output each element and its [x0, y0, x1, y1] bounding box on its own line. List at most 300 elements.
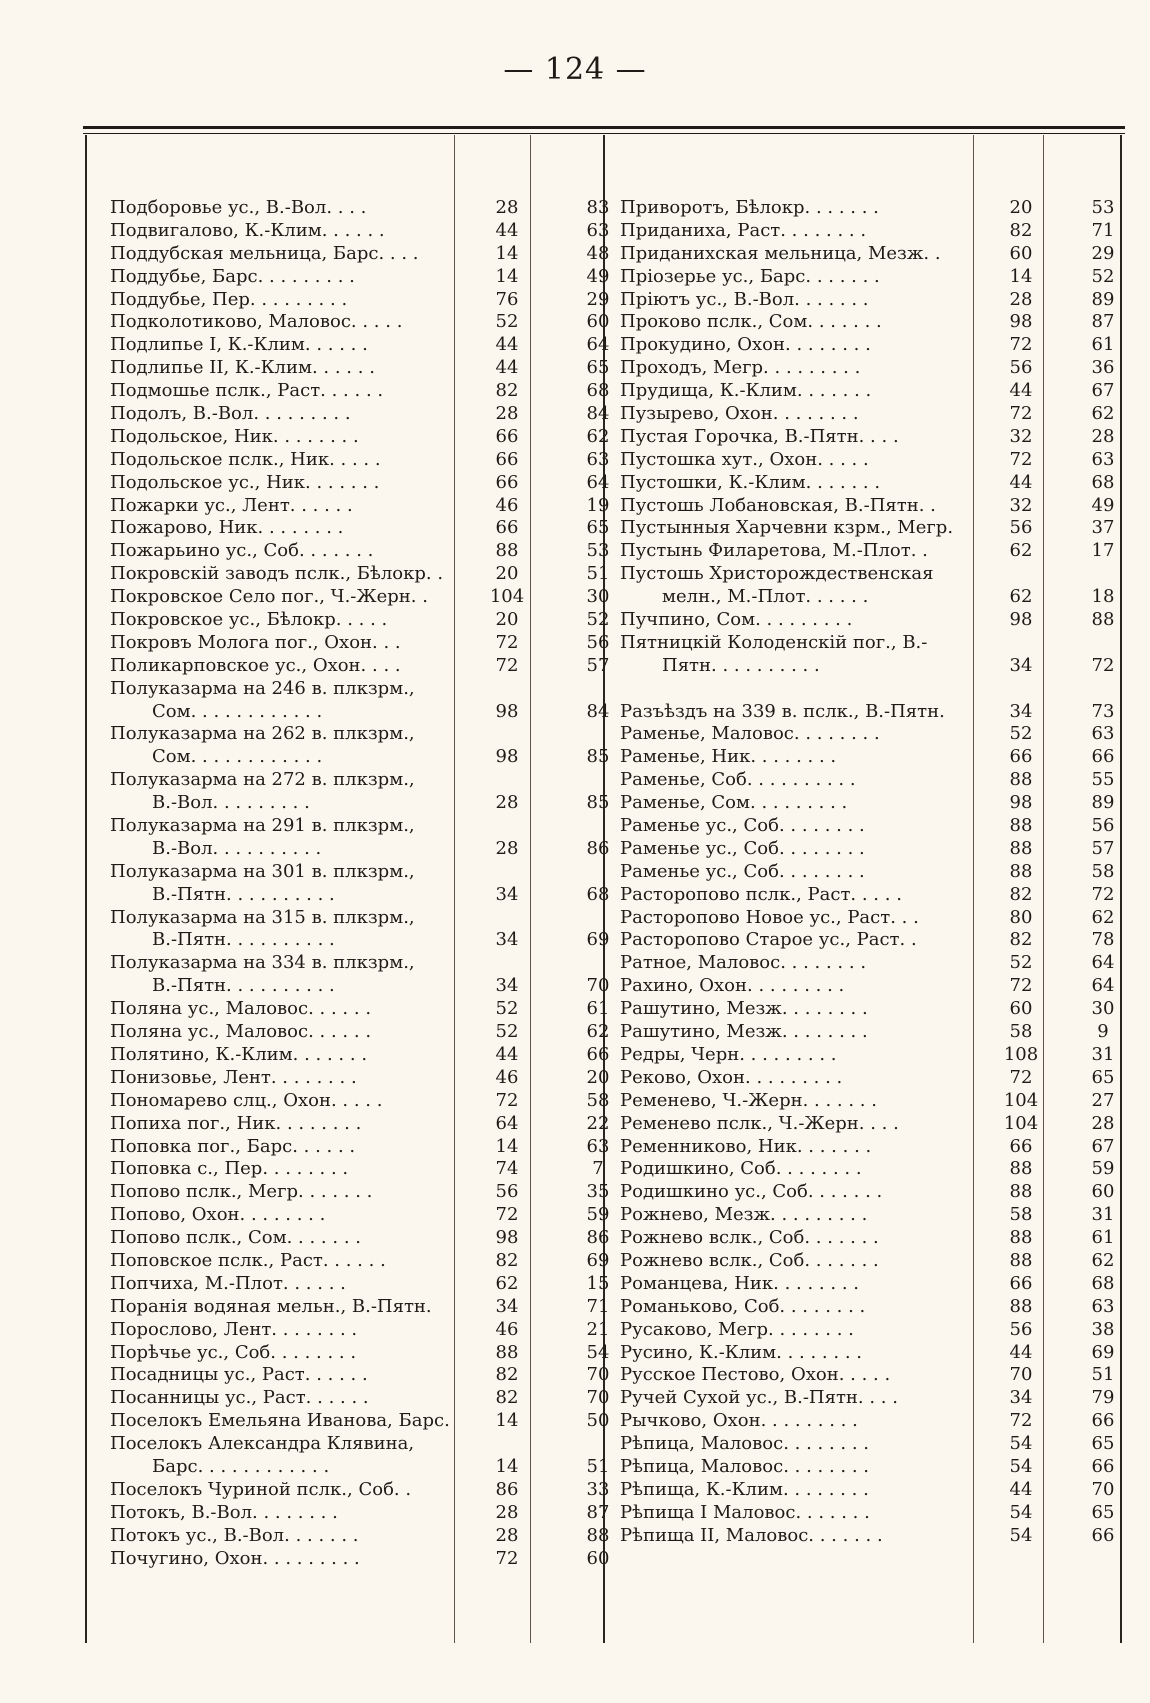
index-entry-row	[110, 723, 634, 746]
index-entry-row	[110, 586, 634, 609]
entry-number-2: 51	[1091, 1364, 1115, 1386]
entry-number-1: 28	[495, 1524, 519, 1546]
entry-number-2: 60	[586, 1547, 610, 1569]
index-entry-row	[620, 403, 1139, 426]
entry-number-1: 66	[1009, 1135, 1033, 1157]
index-entry-row	[110, 1502, 634, 1525]
entry-number-1: 82	[495, 1249, 519, 1271]
index-entry-row	[110, 1410, 634, 1433]
index-entry-row	[620, 197, 1139, 220]
column-divider	[85, 135, 87, 1643]
entry-number-1: 28	[495, 792, 519, 814]
entry-number-2: 70	[586, 975, 610, 997]
index-entry-row	[110, 1479, 634, 1502]
entry-name: Раменье, Маловос. . . . . . . .	[620, 723, 880, 745]
entry-name: Полуказарма на 262 в. плкзрм.,	[110, 723, 415, 745]
index-entry-row	[620, 1342, 1139, 1365]
index-entry-row	[110, 701, 634, 724]
entry-name: Подольское пслк., Ник. . . . .	[110, 448, 381, 470]
entry-number-1: 14	[495, 265, 519, 287]
entry-number-2: 15	[586, 1272, 610, 1294]
entry-number-1: 98	[495, 1227, 519, 1249]
index-entry-row	[110, 952, 634, 975]
entry-number-1: 72	[1009, 1410, 1033, 1432]
entry-number-2: 87	[586, 1501, 610, 1523]
entry-number-2: 86	[586, 837, 610, 859]
index-entry-row	[110, 220, 634, 243]
entry-number-1: 54	[1009, 1455, 1033, 1477]
entry-name: Русаково, Мегр. . . . . . . .	[620, 1318, 854, 1340]
entry-name: Рожнево, Мезж. . . . . . . . .	[620, 1204, 868, 1226]
entry-number-2: 59	[1091, 1158, 1115, 1180]
entry-number-1: 88	[495, 540, 519, 562]
entry-name: Посанницы ус., Раст. . . . . .	[110, 1387, 369, 1409]
entry-number-1: 88	[1009, 769, 1033, 791]
entry-number-1: 88	[1009, 1181, 1033, 1203]
top-rule-thick	[83, 126, 1125, 129]
entry-number-1: 62	[1009, 540, 1033, 562]
index-entry-row	[110, 975, 634, 998]
entry-number-1: 28	[495, 1501, 519, 1523]
entry-number-2: 29	[586, 288, 610, 310]
entry-number-2: 49	[1091, 494, 1115, 516]
entry-name: Попово пслк., Мегр. . . . . . .	[110, 1181, 373, 1203]
entry-name: Раменье, Ник. . . . . . . .	[620, 746, 837, 768]
index-entry-row	[620, 334, 1139, 357]
index-entry-row	[110, 197, 634, 220]
entry-number-2: 59	[586, 1204, 610, 1226]
index-entry-row	[110, 1387, 634, 1410]
index-entry-row	[620, 998, 1139, 1021]
entry-number-1: 20	[1009, 196, 1033, 218]
entry-number-2: 68	[1091, 471, 1115, 493]
entry-number-2: 60	[1091, 1181, 1115, 1203]
entry-number-2: 35	[586, 1181, 610, 1203]
entry-name: Пустошки, К.-Клим. . . . . . .	[620, 471, 881, 493]
entry-number-2: 70	[586, 1364, 610, 1386]
entry-name: Полуказарма на 301 в. плкзрм.,	[110, 860, 415, 882]
entry-name: В.-Пятн. . . . . . . . . .	[152, 883, 335, 905]
entry-name: Рашутино, Мезж. . . . . . . .	[620, 998, 868, 1020]
entry-number-1: 72	[1009, 334, 1033, 356]
entry-name: Рожнево вслк., Соб. . . . . . .	[620, 1227, 879, 1249]
entry-name: Подвигалово, К.-Клим. . . . . .	[110, 219, 385, 241]
index-entry-row	[110, 1044, 634, 1067]
entry-number-1: 34	[495, 929, 519, 951]
entry-number-2: 63	[1091, 723, 1115, 745]
entry-name: Подольское ус., Ник. . . . . . .	[110, 471, 380, 493]
entry-number-2: 28	[1091, 425, 1115, 447]
entry-number-2: 69	[586, 1249, 610, 1271]
index-entry-row	[620, 1021, 1139, 1044]
entry-number-2: 56	[586, 631, 610, 653]
entry-name: Полуказарма на 291 в. плкзрм.,	[110, 815, 415, 837]
entry-name: Порѣчье ус., Соб. . . . . . . .	[110, 1341, 357, 1363]
entry-number-2: 79	[1091, 1387, 1115, 1409]
index-entry-row	[620, 1387, 1139, 1410]
entry-name: Понизовье, Лент. . . . . . . .	[110, 1066, 357, 1088]
entry-number-1: 28	[495, 196, 519, 218]
entry-number-2: 33	[586, 1478, 610, 1500]
index-entry-row	[620, 746, 1139, 769]
entry-name: Ременниково, Ник. . . . . . .	[620, 1135, 872, 1157]
entry-name: Барс. . . . . . . . . . . .	[152, 1455, 330, 1477]
index-entry-row	[620, 1456, 1139, 1479]
index-entry-row	[110, 426, 634, 449]
entry-name: Приданихская мельница, Мезж. .	[620, 242, 941, 264]
entry-name: Поселокъ Емельяна Иванова, Барс.	[110, 1410, 450, 1432]
entry-number-2: 51	[586, 563, 610, 585]
index-entry-row	[620, 1227, 1139, 1250]
entry-name: Рашутино, Мезж. . . . . . . .	[620, 1021, 868, 1043]
entry-number-2: 68	[586, 883, 610, 905]
entry-name: Рѣпица, Маловос. . . . . . . .	[620, 1455, 870, 1477]
entry-name: Пустошь Лобановская, В.-Пятн. .	[620, 494, 936, 516]
entry-number-1: 52	[1009, 723, 1033, 745]
index-entry-row	[620, 838, 1139, 861]
entry-number-1: 104	[489, 586, 525, 608]
entry-name: Пузырево, Охон. . . . . . . .	[620, 403, 859, 424]
entry-number-2: 62	[1091, 403, 1115, 424]
entry-name: Пучпино, Сом. . . . . . . . .	[620, 609, 853, 631]
entry-number-1: 88	[1009, 860, 1033, 882]
entry-name: Прудища, К.-Клим. . . . . . .	[620, 380, 872, 402]
entry-name: Потокъ ус., В.-Вол. . . . . . .	[110, 1524, 359, 1546]
index-entry-row	[110, 1136, 634, 1159]
index-entry-row	[620, 1090, 1139, 1113]
index-entry-row	[620, 1273, 1139, 1296]
entry-name: Покровъ Молога пог., Охон. . .	[110, 631, 401, 653]
entry-name: Проходъ, Мегр. . . . . . . . .	[620, 357, 861, 379]
entry-number-2: 85	[586, 792, 610, 814]
index-entry-row	[620, 266, 1139, 289]
page-number: — 124 —	[503, 52, 647, 87]
index-entry-row	[620, 1204, 1139, 1227]
entry-number-1: 64	[495, 1112, 519, 1134]
index-entry-row	[110, 403, 634, 426]
index-entry-row	[620, 357, 1139, 380]
index-entry-row	[620, 632, 1139, 655]
entry-number-2: 65	[586, 517, 610, 539]
entry-name: Пустая Горочка, В.-Пятн. . . .	[620, 425, 899, 447]
entry-number-2: 65	[1091, 1501, 1115, 1523]
entry-number-2: 18	[1091, 586, 1115, 608]
index-entry-row	[110, 769, 634, 792]
entry-name: Пожарьино ус., Соб. . . . . . .	[110, 540, 374, 562]
entry-name: Сом. . . . . . . . . . . .	[152, 700, 323, 722]
index-entry-row	[620, 1410, 1139, 1433]
entry-number-2: 68	[586, 380, 610, 402]
index-entry-row	[620, 907, 1139, 930]
entry-number-2: 21	[586, 1318, 610, 1340]
entry-number-2: 68	[1091, 1272, 1115, 1294]
index-entry-row	[110, 266, 634, 289]
entry-number-2: 89	[1091, 792, 1115, 814]
entry-name: Подборовье ус., В.-Вол. . . .	[110, 196, 367, 218]
entry-name: Раменье ус., Соб. . . . . . . .	[620, 815, 865, 837]
index-entry-row	[110, 243, 634, 266]
entry-number-1: 54	[1009, 1524, 1033, 1546]
index-entry-row	[620, 472, 1139, 495]
entry-number-1: 14	[495, 242, 519, 264]
entry-name: Русское Пестово, Охон. . . . .	[620, 1364, 891, 1386]
entry-number-1: 28	[1009, 288, 1033, 310]
entry-number-2: 66	[1091, 746, 1115, 768]
entry-number-2: 65	[1091, 1066, 1115, 1088]
entry-name: Попчиха, М.-Плот. . . . . .	[110, 1272, 346, 1294]
index-entry-row	[110, 1250, 634, 1273]
entry-name: Покровское Село пог., Ч.-Жерн. .	[110, 586, 428, 608]
entry-name: Посадницы ус., Раст. . . . . .	[110, 1364, 368, 1386]
entry-name: Рековo, Охон. . . . . . . . .	[620, 1066, 843, 1088]
index-entry-row	[110, 357, 634, 380]
entry-number-2: 84	[586, 403, 610, 424]
entry-number-2: 70	[586, 1387, 610, 1409]
index-entry-row	[620, 678, 1139, 701]
entry-number-2: 72	[1091, 654, 1115, 676]
entry-name: Разъѣздъ на 339 в. пслк., В.-Пятн.	[620, 700, 945, 722]
entry-name: Пріютъ ус., В.-Вол. . . . . . .	[620, 288, 869, 310]
entry-number-2: 58	[586, 1089, 610, 1111]
entry-number-1: 32	[1009, 425, 1033, 447]
index-entry-row	[620, 769, 1139, 792]
entry-number-2: 66	[1091, 1455, 1115, 1477]
index-entry-row	[620, 495, 1139, 518]
index-entry-row	[620, 815, 1139, 838]
index-entry-row	[620, 1136, 1139, 1159]
entry-number-2: 66	[586, 1043, 610, 1065]
entry-number-1: 44	[495, 219, 519, 241]
entry-number-1: 44	[1009, 471, 1033, 493]
index-entry-row	[110, 1433, 634, 1456]
entry-number-1: 104	[1003, 1112, 1039, 1134]
entry-number-1: 88	[1009, 837, 1033, 859]
entry-number-1: 66	[495, 517, 519, 539]
index-entry-row	[620, 311, 1139, 334]
entry-number-2: 53	[1091, 196, 1115, 218]
index-entry-row	[620, 380, 1139, 403]
entry-number-1: 72	[495, 1204, 519, 1226]
entry-number-2: 72	[1091, 883, 1115, 905]
entry-number-2: 61	[1091, 334, 1115, 356]
entry-number-2: 67	[1091, 1135, 1115, 1157]
index-entry-row	[110, 1181, 634, 1204]
entry-number-1: 28	[495, 837, 519, 859]
entry-name: Редры, Черн. . . . . . . . .	[620, 1043, 837, 1065]
index-entry-row	[620, 586, 1139, 609]
index-entry-row	[110, 289, 634, 312]
index-entry-row	[110, 998, 634, 1021]
index-entry-row	[620, 449, 1139, 472]
entry-name: Пятницкій Колоденскій пог., В.-	[620, 631, 928, 653]
entry-number-1: 34	[495, 883, 519, 905]
index-entry-row	[110, 1525, 634, 1548]
entry-number-1: 80	[1009, 906, 1033, 928]
entry-number-1: 14	[495, 1455, 519, 1477]
entry-number-1: 46	[495, 494, 519, 516]
entry-number-1: 88	[1009, 1295, 1033, 1317]
entry-number-1: 44	[1009, 1478, 1033, 1500]
entry-number-2: 38	[1091, 1318, 1115, 1340]
entry-number-2: 9	[1097, 1021, 1109, 1043]
entry-number-1: 66	[495, 448, 519, 470]
entry-name: Сом. . . . . . . . . . . .	[152, 746, 323, 768]
entry-name: Поповка с., Пер. . . . . . . .	[110, 1158, 349, 1180]
entry-number-2: 87	[1091, 311, 1115, 333]
entry-number-2: 86	[586, 1227, 610, 1249]
entry-number-2: 54	[586, 1341, 610, 1363]
index-entry-row	[620, 1113, 1139, 1136]
index-entry-row	[620, 289, 1139, 312]
entry-number-1: 104	[1003, 1089, 1039, 1111]
entry-name: Поляна ус., Маловос. . . . . .	[110, 1021, 372, 1043]
entry-number-2: 69	[1091, 1341, 1115, 1363]
entry-number-2: 65	[1091, 1433, 1115, 1455]
entry-name: Ременево пслк., Ч.-Жерн. . . .	[620, 1112, 899, 1134]
entry-name: Поселокъ Чуриной пслк., Соб. .	[110, 1478, 412, 1500]
entry-number-2: 29	[1091, 242, 1115, 264]
index-entry-row	[620, 792, 1139, 815]
entry-number-2: 37	[1091, 517, 1115, 539]
entry-name: В.-Вол. . . . . . . . .	[152, 792, 310, 814]
entry-number-1: 52	[495, 311, 519, 333]
entry-name: мелн., М.-Плот. . . . . .	[662, 586, 869, 608]
entry-name: Раменье ус., Соб. . . . . . . .	[620, 837, 865, 859]
entry-number-1: 54	[1009, 1433, 1033, 1455]
entry-name: Романцева, Ник. . . . . . . .	[620, 1272, 859, 1294]
entry-number-1: 62	[495, 1272, 519, 1294]
index-entry-row	[110, 678, 634, 701]
entry-number-2: 58	[1091, 860, 1115, 882]
entry-number-1: 76	[495, 288, 519, 310]
entry-number-2: 66	[1091, 1524, 1115, 1546]
entry-number-2: 53	[586, 540, 610, 562]
entry-number-2: 66	[1091, 1410, 1115, 1432]
entry-number-2: 83	[586, 196, 610, 218]
entry-name: Пріозерье ус., Барс. . . . . . .	[620, 265, 880, 287]
entry-number-1: 34	[1009, 700, 1033, 722]
entry-number-1: 72	[495, 654, 519, 676]
entry-name: Покровское ус., Бѣлокр. . . . .	[110, 609, 388, 631]
entry-name: Пономарево слц., Охон. . . . .	[110, 1089, 383, 1111]
entry-name: Раменье, Соб. . . . . . . . . .	[620, 769, 856, 791]
entry-name: Ременево, Ч.-Жерн. . . . . . .	[620, 1089, 877, 1111]
entry-number-1: 58	[1009, 1204, 1033, 1226]
entry-number-2: 52	[586, 609, 610, 631]
index-entry-row	[110, 472, 634, 495]
entry-number-1: 72	[495, 1089, 519, 1111]
entry-number-2: 67	[1091, 380, 1115, 402]
entry-name: Приворотъ, Бѣлокр. . . . . . .	[620, 196, 879, 218]
entry-name: Подлипье I, К.-Клим. . . . . .	[110, 334, 368, 356]
entry-number-1: 34	[495, 1295, 519, 1317]
index-entry-row	[110, 884, 634, 907]
entry-name: Родишкино ус., Соб. . . . . . .	[620, 1181, 883, 1203]
entry-name: Родишкино, Соб. . . . . . . .	[620, 1158, 862, 1180]
entry-number-2: 62	[586, 1021, 610, 1043]
entry-number-2: 52	[1091, 265, 1115, 287]
entry-number-1: 34	[495, 975, 519, 997]
index-entry-row	[110, 746, 634, 769]
entry-number-1: 98	[495, 700, 519, 722]
entry-name: Рѣпица, Маловос. . . . . . . .	[620, 1433, 870, 1455]
entry-name: Поранія водяная мельн., В.-Пятн.	[110, 1295, 432, 1317]
entry-number-1: 72	[495, 631, 519, 653]
entry-name: Расторопово Старое ус., Раст. .	[620, 929, 917, 951]
entry-number-1: 74	[495, 1158, 519, 1180]
entry-name: В.-Пятн. . . . . . . . . .	[152, 975, 335, 997]
index-entry-row	[110, 632, 634, 655]
entry-number-2: 64	[586, 471, 610, 493]
entry-number-1: 88	[1009, 1227, 1033, 1249]
entry-number-2: 51	[586, 1455, 610, 1477]
entry-number-2: 30	[586, 586, 610, 608]
entry-name: Пожарово, Ник. . . . . . . .	[110, 517, 344, 539]
entry-number-1: 14	[495, 1135, 519, 1157]
entry-number-2: 62	[1091, 906, 1115, 928]
index-entry-row	[620, 220, 1139, 243]
entry-number-2: 28	[1091, 1112, 1115, 1134]
entry-name: Поповка пог., Барс. . . . . .	[110, 1135, 356, 1157]
entry-number-1: 52	[1009, 952, 1033, 974]
entry-number-2: 63	[1091, 1295, 1115, 1317]
entry-number-1: 82	[1009, 883, 1033, 905]
entry-number-2: 48	[586, 242, 610, 264]
entry-name: Покровскій заводъ пслк., Бѣлокр. .	[110, 563, 444, 585]
entry-name: Рычково, Охон. . . . . . . . .	[620, 1410, 858, 1432]
entry-name: Поселокъ Александра Клявина,	[110, 1433, 415, 1455]
entry-name: Порослово, Лент. . . . . . . .	[110, 1318, 358, 1340]
entry-number-1: 82	[1009, 929, 1033, 951]
index-entry-row	[110, 380, 634, 403]
entry-number-1: 88	[1009, 815, 1033, 837]
entry-number-2: 64	[1091, 975, 1115, 997]
entry-number-1: 58	[1009, 1021, 1033, 1043]
index-entry-row	[110, 311, 634, 334]
entry-number-1: 72	[1009, 1066, 1033, 1088]
entry-number-2: 22	[586, 1112, 610, 1134]
index-entry-row	[110, 563, 634, 586]
index-entry-row	[620, 517, 1139, 540]
index-entry-row	[620, 930, 1139, 953]
entry-name: Пятн. . . . . . . . . .	[662, 654, 820, 676]
entry-name: Романьково, Соб. . . . . . . .	[620, 1295, 866, 1317]
entry-number-2: 49	[586, 265, 610, 287]
entry-number-2: 64	[586, 334, 610, 356]
index-entry-row	[110, 540, 634, 563]
entry-number-2: 36	[1091, 357, 1115, 379]
index-entry-row	[620, 975, 1139, 998]
entry-number-1: 28	[495, 403, 519, 424]
entry-number-2: 55	[1091, 769, 1115, 791]
entry-number-1: 98	[495, 746, 519, 768]
index-entry-row	[110, 495, 634, 518]
entry-number-1: 86	[495, 1478, 519, 1500]
entry-name: Попово пслк., Сом. . . . . . .	[110, 1227, 361, 1249]
entry-name: Полуказарма на 315 в. плкзрм.,	[110, 906, 415, 928]
index-entry-row	[620, 861, 1139, 884]
entry-name: Прокудино, Охон. . . . . . . .	[620, 334, 871, 356]
entry-name: Полуказарма на 272 в. плкзрм.,	[110, 769, 415, 791]
entry-number-2: 19	[586, 494, 610, 516]
entry-name: Подмошье пслк., Раст. . . . . .	[110, 380, 384, 402]
entry-number-1: 52	[495, 998, 519, 1020]
entry-number-2: 57	[586, 654, 610, 676]
index-entry-row	[620, 563, 1139, 586]
entry-number-2: 70	[1091, 1478, 1115, 1500]
entry-number-2: 69	[586, 929, 610, 951]
entry-number-1: 44	[1009, 380, 1033, 402]
